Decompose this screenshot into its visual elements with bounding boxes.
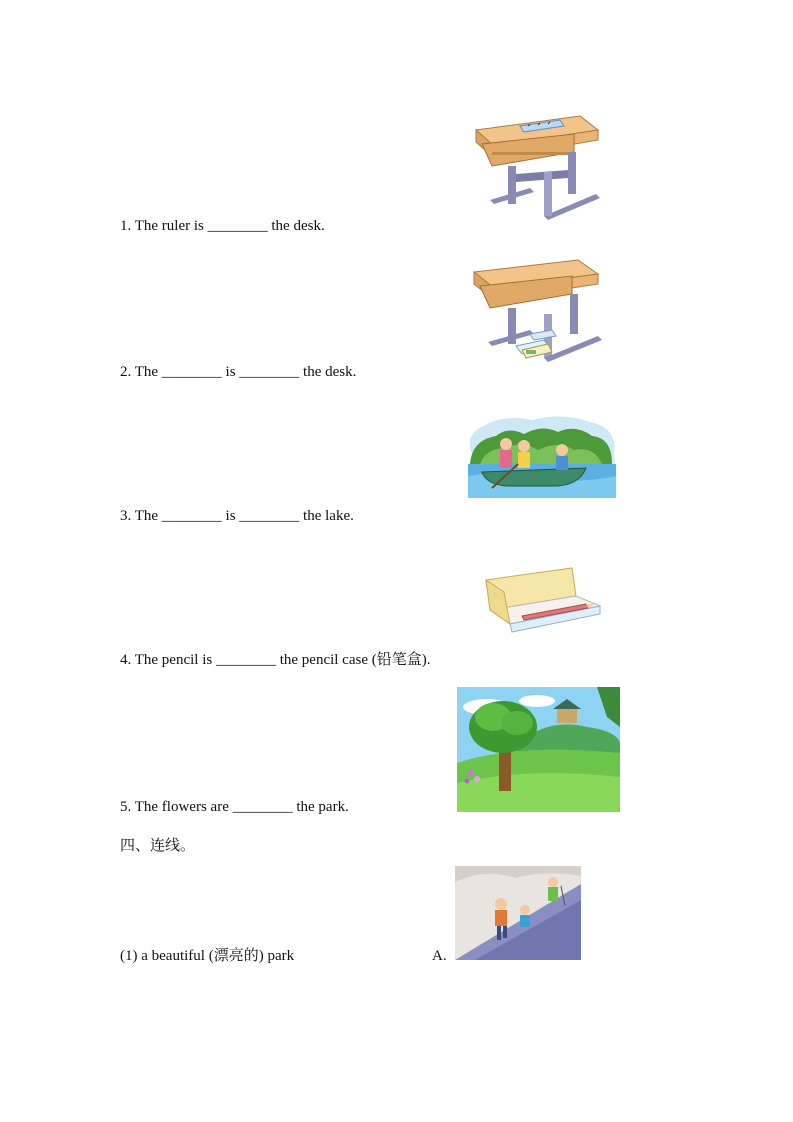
pencil-case-image	[482, 566, 604, 636]
matching-option-a: A.	[432, 948, 447, 964]
question-4: 4. The pencil is ________ the pencil case (铅笔盒).	[120, 652, 431, 668]
mountain-climbing-image	[455, 866, 581, 960]
desk-with-books-under-icon	[468, 258, 608, 366]
section-4-title: 四、连线。	[120, 836, 196, 854]
people-rowing-boat-on-lake-icon	[462, 414, 620, 500]
desk-ruler-image	[468, 112, 606, 222]
pencil-in-pencil-case-icon	[482, 566, 604, 636]
park-with-tree-and-flowers-icon	[457, 687, 620, 812]
boat-lake-image	[462, 414, 620, 500]
people-climbing-mountain-icon	[455, 866, 581, 960]
desk-with-ruler-on-top-icon	[468, 112, 606, 222]
question-2: 2. The ________ is ________ the desk.	[120, 364, 357, 380]
desk-books-image	[468, 258, 608, 366]
question-3: 3. The ________ is ________ the lake.	[120, 508, 354, 524]
park-image	[457, 687, 620, 812]
matching-item-1: (1) a beautiful (漂亮的) park	[120, 948, 295, 964]
question-5: 5. The flowers are ________ the park.	[120, 799, 349, 815]
question-1: 1. The ruler is ________ the desk.	[120, 218, 325, 234]
